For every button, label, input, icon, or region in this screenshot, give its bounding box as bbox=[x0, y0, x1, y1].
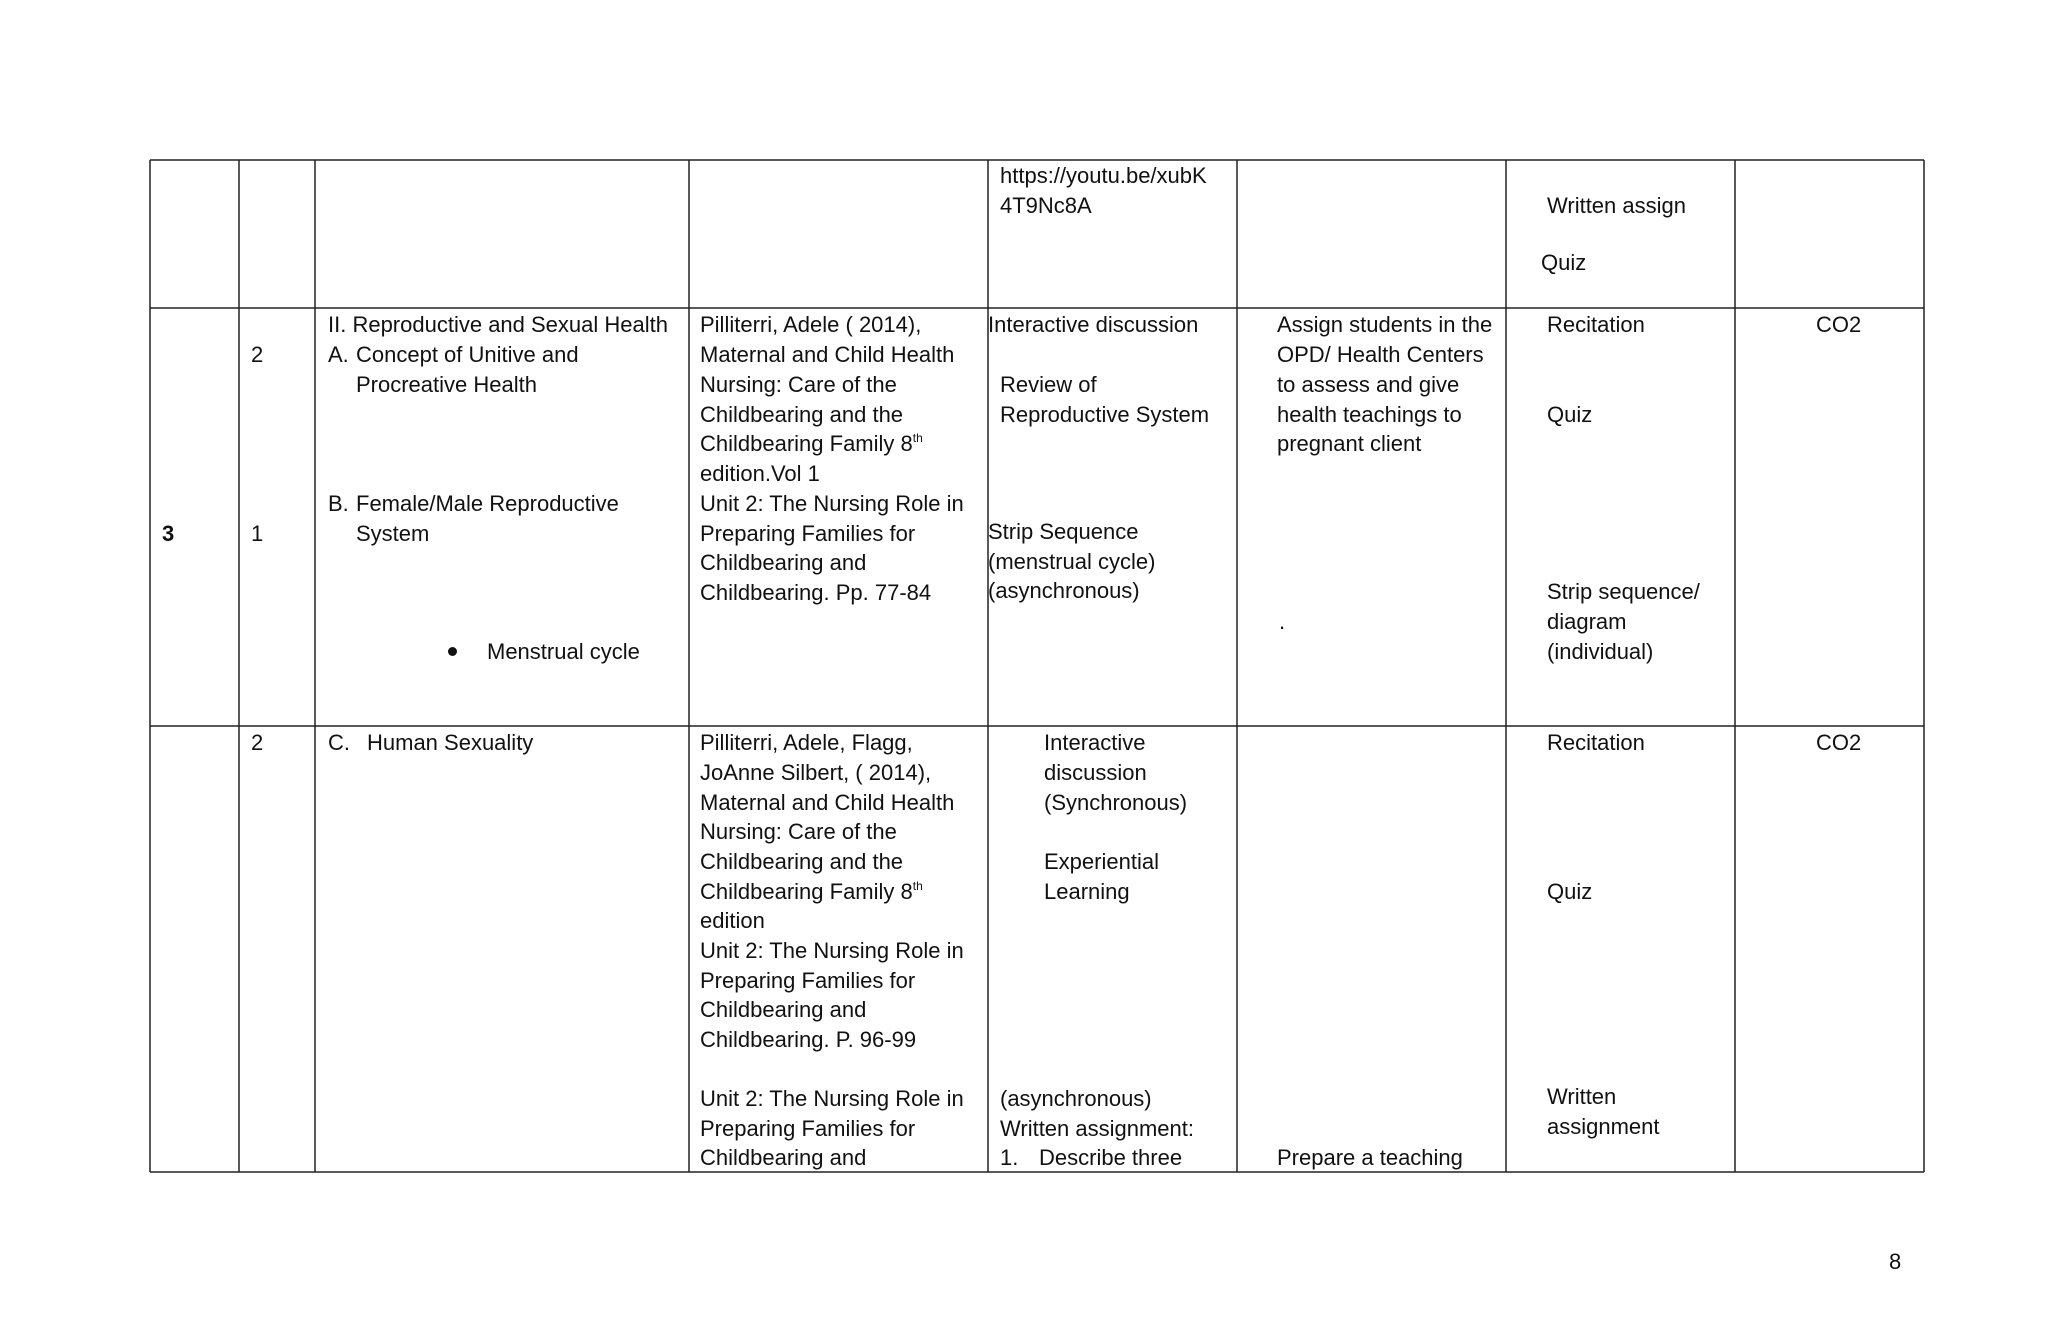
r2-topic-b-marker: B. bbox=[328, 491, 349, 516]
r3-ref-a-line-4: Nursing: Care of the bbox=[700, 819, 897, 844]
r3-ref-b-line-2: Preparing Families for bbox=[700, 1116, 916, 1141]
r2-topic-a-marker: A. bbox=[328, 342, 349, 367]
r2-assess-c-line-2: diagram bbox=[1547, 609, 1627, 634]
r3-method-list-item: Describe three bbox=[1039, 1145, 1183, 1170]
r3-ref-a-line-7: edition bbox=[700, 908, 765, 933]
r3-assess-quiz: Quiz bbox=[1547, 879, 1593, 904]
r2-ref-line-1: Pilliterri, Adele ( 2014), bbox=[700, 312, 922, 337]
r3-hours: 2 bbox=[251, 730, 264, 755]
r1-assessment-written: Written assign bbox=[1547, 193, 1686, 218]
r2-bullet-item: Menstrual cycle bbox=[487, 639, 640, 664]
r2-assess-quiz: Quiz bbox=[1547, 402, 1593, 427]
r3-outcome: CO2 bbox=[1816, 730, 1862, 755]
r2-method-b-line-2: Reproductive System bbox=[1000, 402, 1210, 427]
r3-assess-recitation: Recitation bbox=[1547, 730, 1645, 755]
r2-ref-line-3: Nursing: Care of the bbox=[700, 372, 897, 397]
r2-bullet-icon bbox=[448, 647, 457, 656]
r2-topic-a-line-1: Concept of Unitive and bbox=[356, 342, 579, 367]
r2-ref-line-5-text: Childbearing Family 8 bbox=[700, 431, 913, 456]
r2-ref-line-8: Preparing Families for bbox=[700, 521, 916, 546]
r3-method-b-line-2: Learning bbox=[1044, 879, 1130, 904]
page-number: 8 bbox=[1889, 1249, 1902, 1274]
r3-method-a-line-3: (Synchronous) bbox=[1044, 790, 1188, 815]
r2-topic-a-line-2: Procreative Health bbox=[356, 372, 537, 397]
r2-ref-line-6: edition.Vol 1 bbox=[700, 461, 820, 486]
r3-ref-b-line-3: Childbearing and bbox=[700, 1145, 867, 1170]
r3-method-c-line-2: Written assignment: bbox=[1000, 1116, 1195, 1141]
r3-ref-a-line-10: Childbearing and bbox=[700, 997, 867, 1022]
r2-outcome: CO2 bbox=[1816, 312, 1862, 337]
r2-activity-line-1: Assign students in the bbox=[1277, 312, 1493, 337]
r2-activity-line-4: health teachings to bbox=[1277, 402, 1462, 427]
r2-method-c-line-3: (asynchronous) bbox=[988, 578, 1140, 603]
r3-ref-a-line-6 bbox=[700, 877, 923, 907]
r3-assess-c-line-1: Written bbox=[1547, 1084, 1617, 1109]
r3-assess-c-line-2: assignment bbox=[1547, 1114, 1660, 1139]
r2-ref-line-10: Childbearing. Pp. 77-84 bbox=[700, 580, 932, 605]
r2-ref-line-5 bbox=[700, 429, 923, 459]
r2-assess-c-line-3: (individual) bbox=[1547, 639, 1654, 664]
r1-assessment-quiz: Quiz bbox=[1541, 250, 1587, 275]
r2-topic-b-line-1: Female/Male Reproductive bbox=[356, 491, 619, 516]
r3-method-c-line-1: (asynchronous) bbox=[1000, 1086, 1152, 1111]
r2-ref-line-4: Childbearing and the bbox=[700, 402, 904, 427]
r3-ref-a-line-11: Childbearing. P. 96-99 bbox=[700, 1027, 917, 1052]
r2-topic-title: II. Reproductive and Sexual Health bbox=[328, 312, 668, 337]
r2-hours-a: 2 bbox=[251, 342, 264, 367]
r2-method-c-line-1: Strip Sequence bbox=[988, 519, 1139, 544]
r3-ref-a-line-8: Unit 2: The Nursing Role in bbox=[700, 938, 964, 963]
r2-method-c-line-2: (menstrual cycle) bbox=[988, 549, 1156, 574]
r2-activity-dot: . bbox=[1279, 609, 1286, 634]
r1-method-line-2: 4T9Nc8A bbox=[1000, 193, 1092, 218]
r3-ref-a-line-3: Maternal and Child Health bbox=[700, 790, 955, 815]
r3-ref-a-line-1: Pilliterri, Adele, Flagg, bbox=[700, 730, 913, 755]
r2-assess-recitation: Recitation bbox=[1547, 312, 1645, 337]
r3-activity: Prepare a teaching bbox=[1277, 1145, 1463, 1170]
r2-week: 3 bbox=[162, 521, 175, 546]
r3-topic-marker: C. bbox=[328, 730, 350, 755]
r3-ref-superscript: th bbox=[912, 879, 923, 893]
r3-method-b-line-1: Experiential bbox=[1044, 849, 1159, 874]
r2-ref-line-7: Unit 2: The Nursing Role in bbox=[700, 491, 964, 516]
r2-activity-line-3: to assess and give bbox=[1277, 372, 1460, 397]
r2-assess-c-line-1: Strip sequence/ bbox=[1547, 579, 1700, 604]
r3-method-a-line-2: discussion bbox=[1044, 760, 1147, 785]
r3-method-list-marker: 1. bbox=[1000, 1145, 1019, 1170]
r2-method-b-line-1: Review of bbox=[1000, 372, 1097, 397]
r3-ref-a-line-9: Preparing Families for bbox=[700, 968, 916, 993]
r2-method-a: Interactive discussion bbox=[988, 312, 1199, 337]
r2-ref-line-9: Childbearing and bbox=[700, 550, 867, 575]
r2-ref-superscript: th bbox=[912, 431, 923, 445]
r3-topic: Human Sexuality bbox=[367, 730, 534, 755]
r3-ref-b-line-1: Unit 2: The Nursing Role in bbox=[700, 1086, 964, 1111]
r1-method-line-1: https://youtu.be/xubK bbox=[1000, 163, 1207, 188]
r3-method-a-line-1: Interactive bbox=[1044, 730, 1146, 755]
r2-hours-b: 1 bbox=[251, 521, 264, 546]
r3-ref-a-line-5: Childbearing and the bbox=[700, 849, 904, 874]
r3-ref-a-line-2: JoAnne Silbert, ( 2014), bbox=[700, 760, 932, 785]
r2-activity-line-2: OPD/ Health Centers bbox=[1277, 342, 1484, 367]
r2-activity-line-5: pregnant client bbox=[1277, 431, 1422, 456]
r3-ref-a-line-6-text: Childbearing Family 8 bbox=[700, 879, 913, 904]
r2-topic-b-line-2: System bbox=[356, 521, 430, 546]
r2-ref-line-2: Maternal and Child Health bbox=[700, 342, 955, 367]
